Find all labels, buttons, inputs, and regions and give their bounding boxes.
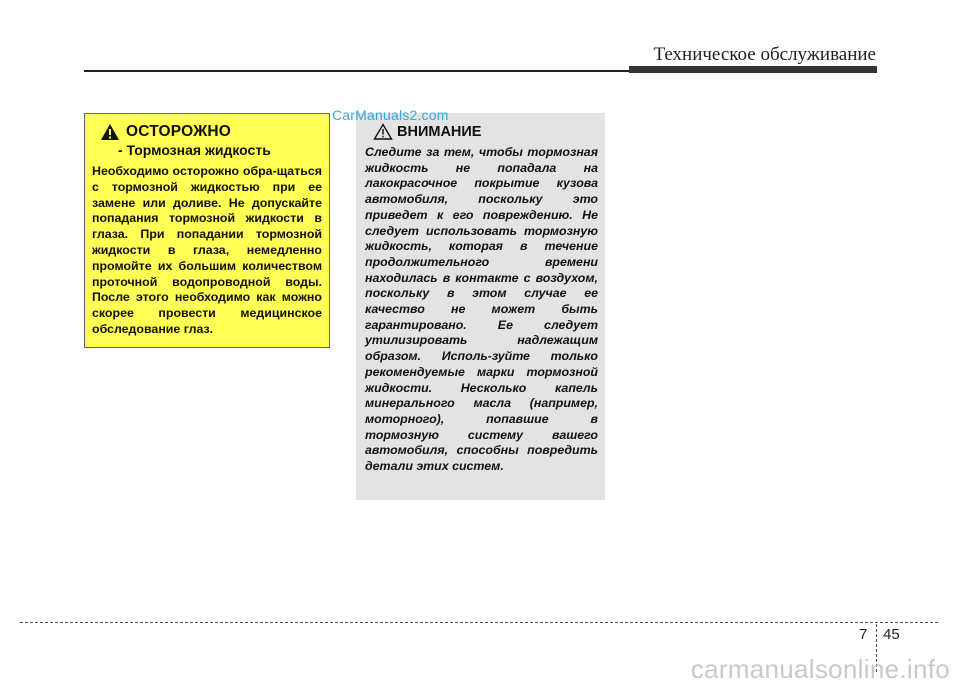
chapter-number: 7 bbox=[859, 626, 868, 643]
caution-body: Следите за тем, чтобы тормозная жидкость не попадала на лакокрасочное покрытие кузова автомобиля, поскольку это приведет к его повреждению. Не следует использовать тормозную жидкость, которая в течение продолжительного времени находилась в контакте с воздухом, поскольку в этом случае ее качество не может быть гарантировано. Ее следует утилизировать надлежащим образом. Исполь-зуйте только рекомендуемые марки тормозной жидкости. Несколько капель минерального масла (например, моторного), попавшие в тормозную систему вашего автомобиля, способны повредить детали этих систем. bbox=[365, 145, 598, 474]
caution-box bbox=[356, 113, 605, 500]
watermark-bottom: carmanualsonline.info bbox=[690, 654, 950, 684]
watermark-top: CarManuals2.com bbox=[332, 107, 449, 123]
warning-subtitle: - Тормозная жидкость bbox=[118, 142, 271, 158]
footer-dashed-line bbox=[20, 622, 938, 623]
warning-title: ОСТОРОЖНО bbox=[126, 123, 232, 140]
caution-triangle-icon bbox=[373, 123, 393, 140]
warning-body: Необходимо осторожно обра-щаться с тормозной жидкостью при ее замене или доливе. Не допускайте попадания тормозной жидкости в глаза. При попадании тормозной жидкости в глаза, немедленно промойте их большим количеством проточной водопроводной воды. После этого необходимо как можно скорее провести медицинское обследование глаз. bbox=[92, 164, 322, 336]
section-title: Техническое обслуживание bbox=[653, 44, 876, 65]
warning-triangle-icon bbox=[100, 123, 120, 141]
warning-header bbox=[92, 123, 322, 141]
page-number: 45 bbox=[883, 626, 900, 643]
caution-title: ВНИМАНИЕ bbox=[397, 123, 482, 140]
warning-box bbox=[84, 113, 330, 348]
header-rule-thin bbox=[84, 70, 629, 72]
caution-header bbox=[373, 123, 598, 140]
header-rule-thick bbox=[629, 66, 877, 73]
